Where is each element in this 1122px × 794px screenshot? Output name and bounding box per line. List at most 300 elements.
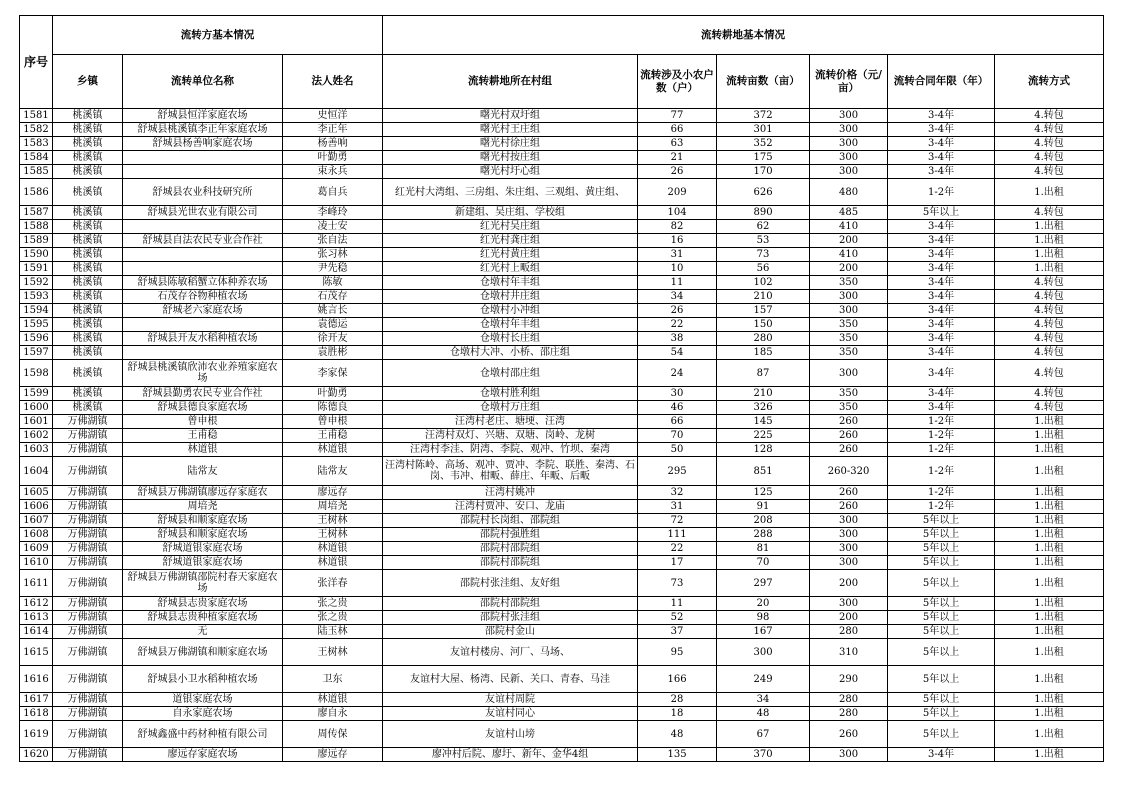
cell-town: 万佛湖镇 <box>53 625 123 639</box>
table-row <box>20 123 1104 137</box>
cell-households: 104 <box>638 206 717 220</box>
cell-seq: 1588 <box>20 220 53 234</box>
cell-legal: 林道银 <box>283 443 383 457</box>
cell-village: 邵院村长岗组、邵院组 <box>383 514 638 528</box>
cell-legal: 陈德良 <box>283 401 383 415</box>
cell-area: 87 <box>717 360 810 387</box>
cell-price: 200 <box>810 611 888 625</box>
table-row <box>20 639 1104 666</box>
cell-term: 5年以上 <box>888 597 995 611</box>
table-row <box>20 262 1104 276</box>
cell-price: 280 <box>810 707 888 721</box>
cell-price: 280 <box>810 693 888 707</box>
cell-town: 万佛湖镇 <box>53 707 123 721</box>
cell-method: 1.出租 <box>995 179 1104 206</box>
cell-price: 260 <box>810 486 888 500</box>
cell-method: 4.转包 <box>995 332 1104 346</box>
cell-village: 友谊村周院 <box>383 693 638 707</box>
cell-unit: 舒城县志贵家庭农场 <box>123 597 283 611</box>
cell-town: 万佛湖镇 <box>53 597 123 611</box>
table-row <box>20 748 1104 762</box>
table-row <box>20 486 1104 500</box>
cell-legal: 林道银 <box>283 556 383 570</box>
cell-village: 邵院村强胜组 <box>383 528 638 542</box>
cell-households: 73 <box>638 570 717 597</box>
cell-seq: 1600 <box>20 401 53 415</box>
cell-households: 30 <box>638 387 717 401</box>
cell-town: 桃溪镇 <box>53 276 123 290</box>
cell-unit <box>123 318 283 332</box>
cell-price: 260 <box>810 429 888 443</box>
cell-unit <box>123 151 283 165</box>
cell-method: 1.出租 <box>995 639 1104 666</box>
cell-unit: 舒城县和顺家庭农场 <box>123 514 283 528</box>
cell-town: 桃溪镇 <box>53 151 123 165</box>
cell-area: 125 <box>717 486 810 500</box>
cell-area: 370 <box>717 748 810 762</box>
cell-price: 300 <box>810 528 888 542</box>
header-term: 流转合同年限（年） <box>888 55 995 109</box>
cell-town: 桃溪镇 <box>53 234 123 248</box>
cell-term: 3-4年 <box>888 248 995 262</box>
cell-households: 209 <box>638 179 717 206</box>
cell-seq: 1596 <box>20 332 53 346</box>
cell-method: 1.出租 <box>995 486 1104 500</box>
cell-legal: 曾申根 <box>283 415 383 429</box>
cell-legal: 凌士安 <box>283 220 383 234</box>
cell-unit: 舒城县万佛湖镇廖远存家庭农 <box>123 486 283 500</box>
cell-village: 新建组、吴庄组、学校组 <box>383 206 638 220</box>
cell-method: 1.出租 <box>995 611 1104 625</box>
cell-households: 48 <box>638 721 717 748</box>
cell-unit: 林道银 <box>123 443 283 457</box>
cell-price: 300 <box>810 165 888 179</box>
cell-legal: 张之贵 <box>283 597 383 611</box>
cell-households: 31 <box>638 500 717 514</box>
header-seq: 序号 <box>20 16 53 109</box>
cell-town: 桃溪镇 <box>53 290 123 304</box>
cell-households: 82 <box>638 220 717 234</box>
cell-price: 290 <box>810 666 888 693</box>
cell-area: 372 <box>717 109 810 123</box>
cell-term: 3-4年 <box>888 387 995 401</box>
cell-term: 3-4年 <box>888 401 995 415</box>
cell-town: 万佛湖镇 <box>53 542 123 556</box>
cell-village: 邵院村邵院组 <box>383 542 638 556</box>
cell-area: 150 <box>717 318 810 332</box>
table-row <box>20 500 1104 514</box>
table-row <box>20 514 1104 528</box>
cell-price: 410 <box>810 220 888 234</box>
cell-households: 70 <box>638 429 717 443</box>
cell-area: 128 <box>717 443 810 457</box>
cell-village: 仓墩村井庄组 <box>383 290 638 304</box>
cell-village: 仓墩村小冲组 <box>383 304 638 318</box>
cell-term: 5年以上 <box>888 528 995 542</box>
cell-method: 1.出租 <box>995 429 1104 443</box>
cell-village: 友谊村楼房、河厂、马场、 <box>383 639 638 666</box>
cell-legal: 林道银 <box>283 693 383 707</box>
cell-village: 仓墩村长庄组 <box>383 332 638 346</box>
cell-area: 70 <box>717 556 810 570</box>
cell-households: 21 <box>638 151 717 165</box>
table-row <box>20 666 1104 693</box>
header-price: 流转价格（元/亩） <box>810 55 888 109</box>
cell-legal: 袁胜彬 <box>283 346 383 360</box>
table-row <box>20 137 1104 151</box>
cell-area: 20 <box>717 597 810 611</box>
cell-village: 友谊村大屋、杨湾、民新、关口、青春、马洼 <box>383 666 638 693</box>
cell-village: 仓墩村大冲、小桥、邵庄组 <box>383 346 638 360</box>
cell-price: 260 <box>810 415 888 429</box>
cell-town: 万佛湖镇 <box>53 443 123 457</box>
cell-legal: 周培尧 <box>283 500 383 514</box>
cell-area: 851 <box>717 457 810 486</box>
cell-area: 175 <box>717 151 810 165</box>
cell-legal: 史恒洋 <box>283 109 383 123</box>
cell-term: 3-4年 <box>888 290 995 304</box>
cell-town: 桃溪镇 <box>53 346 123 360</box>
cell-unit: 舒城县桃溪镇李正年家庭农场 <box>123 123 283 137</box>
cell-unit: 舒城县万佛湖镇邵院村春天家庭农场 <box>123 570 283 597</box>
cell-method: 4.转包 <box>995 401 1104 415</box>
cell-town: 万佛湖镇 <box>53 500 123 514</box>
header-town: 乡镇 <box>53 55 123 109</box>
cell-legal: 廖远存 <box>283 748 383 762</box>
cell-seq: 1585 <box>20 165 53 179</box>
cell-seq: 1607 <box>20 514 53 528</box>
cell-legal: 徐开友 <box>283 332 383 346</box>
cell-legal: 叶勤勇 <box>283 387 383 401</box>
cell-term: 3-4年 <box>888 165 995 179</box>
cell-term: 3-4年 <box>888 360 995 387</box>
cell-term: 5年以上 <box>888 206 995 220</box>
cell-price: 310 <box>810 639 888 666</box>
cell-town: 桃溪镇 <box>53 179 123 206</box>
cell-town: 万佛湖镇 <box>53 415 123 429</box>
cell-seq: 1619 <box>20 721 53 748</box>
cell-town: 万佛湖镇 <box>53 693 123 707</box>
cell-area: 301 <box>717 123 810 137</box>
cell-town: 桃溪镇 <box>53 220 123 234</box>
cell-village: 汪湾村李洼、阴湾、李院、观冲、竹坝、秦湾 <box>383 443 638 457</box>
cell-term: 5年以上 <box>888 570 995 597</box>
cell-seq: 1614 <box>20 625 53 639</box>
cell-households: 22 <box>638 318 717 332</box>
table-row <box>20 415 1104 429</box>
cell-households: 38 <box>638 332 717 346</box>
cell-method: 4.转包 <box>995 304 1104 318</box>
cell-village: 红光村龚庄组 <box>383 234 638 248</box>
table-row <box>20 206 1104 220</box>
cell-price: 260 <box>810 500 888 514</box>
table-row <box>20 151 1104 165</box>
cell-term: 3-4年 <box>888 262 995 276</box>
cell-legal: 李峰玲 <box>283 206 383 220</box>
table-header <box>20 16 1104 109</box>
cell-price: 350 <box>810 332 888 346</box>
table-row <box>20 457 1104 486</box>
cell-area: 225 <box>717 429 810 443</box>
cell-legal: 葛自兵 <box>283 179 383 206</box>
cell-area: 53 <box>717 234 810 248</box>
cell-seq: 1581 <box>20 109 53 123</box>
cell-town: 桃溪镇 <box>53 360 123 387</box>
cell-village: 邵院村邵院组 <box>383 597 638 611</box>
cell-legal: 廖远存 <box>283 486 383 500</box>
cell-seq: 1613 <box>20 611 53 625</box>
cell-method: 4.转包 <box>995 151 1104 165</box>
cell-legal: 张习林 <box>283 248 383 262</box>
cell-households: 77 <box>638 109 717 123</box>
cell-seq: 1615 <box>20 639 53 666</box>
cell-village: 红光村黄庄组 <box>383 248 638 262</box>
cell-seq: 1610 <box>20 556 53 570</box>
cell-area: 210 <box>717 387 810 401</box>
cell-term: 3-4年 <box>888 318 995 332</box>
cell-households: 10 <box>638 262 717 276</box>
table-row <box>20 318 1104 332</box>
cell-method: 1.出租 <box>995 693 1104 707</box>
cell-town: 万佛湖镇 <box>53 570 123 597</box>
cell-method: 1.出租 <box>995 707 1104 721</box>
cell-unit: 舒城鑫盛中药材种植有限公司 <box>123 721 283 748</box>
cell-seq: 1590 <box>20 248 53 262</box>
cell-unit: 舒城县杨善响家庭农场 <box>123 137 283 151</box>
cell-method: 4.转包 <box>995 165 1104 179</box>
cell-unit: 舒城道银家庭农场 <box>123 542 283 556</box>
cell-area: 288 <box>717 528 810 542</box>
cell-unit: 舒城道银家庭农场 <box>123 556 283 570</box>
cell-households: 63 <box>638 137 717 151</box>
cell-term: 1-2年 <box>888 179 995 206</box>
cell-households: 24 <box>638 360 717 387</box>
cell-term: 3-4年 <box>888 234 995 248</box>
cell-method: 1.出租 <box>995 220 1104 234</box>
cell-households: 28 <box>638 693 717 707</box>
cell-legal: 王甫稳 <box>283 429 383 443</box>
cell-seq: 1617 <box>20 693 53 707</box>
cell-price: 300 <box>810 109 888 123</box>
cell-legal: 王树林 <box>283 514 383 528</box>
cell-unit: 曾申根 <box>123 415 283 429</box>
cell-seq: 1582 <box>20 123 53 137</box>
cell-legal: 王树林 <box>283 528 383 542</box>
cell-price: 350 <box>810 276 888 290</box>
cell-method: 4.转包 <box>995 387 1104 401</box>
cell-unit: 舒城县桃溪镇欣沛农业养殖家庭农场 <box>123 360 283 387</box>
cell-legal: 周传保 <box>283 721 383 748</box>
cell-town: 万佛湖镇 <box>53 514 123 528</box>
cell-term: 1-2年 <box>888 500 995 514</box>
cell-price: 350 <box>810 387 888 401</box>
cell-price: 350 <box>810 401 888 415</box>
table-row <box>20 570 1104 597</box>
cell-price: 300 <box>810 290 888 304</box>
cell-seq: 1591 <box>20 262 53 276</box>
cell-unit: 舒城县陈敏稻蟹立体种养农场 <box>123 276 283 290</box>
cell-term: 5年以上 <box>888 721 995 748</box>
cell-village: 仓墩村年丰组 <box>383 318 638 332</box>
cell-households: 22 <box>638 542 717 556</box>
cell-town: 桃溪镇 <box>53 318 123 332</box>
cell-price: 200 <box>810 262 888 276</box>
cell-price: 300 <box>810 151 888 165</box>
cell-town: 万佛湖镇 <box>53 457 123 486</box>
cell-term: 3-4年 <box>888 346 995 360</box>
cell-town: 万佛湖镇 <box>53 721 123 748</box>
table-row <box>20 611 1104 625</box>
cell-method: 1.出租 <box>995 443 1104 457</box>
cell-area: 210 <box>717 290 810 304</box>
cell-households: 26 <box>638 304 717 318</box>
cell-village: 友谊村山塝 <box>383 721 638 748</box>
cell-legal: 姚言长 <box>283 304 383 318</box>
table-row <box>20 597 1104 611</box>
cell-households: 52 <box>638 611 717 625</box>
cell-term: 3-4年 <box>888 151 995 165</box>
table-row <box>20 693 1104 707</box>
cell-town: 桃溪镇 <box>53 332 123 346</box>
cell-unit: 自永家庭农场 <box>123 707 283 721</box>
table-row <box>20 276 1104 290</box>
cell-legal: 束永兵 <box>283 165 383 179</box>
cell-households: 111 <box>638 528 717 542</box>
cell-legal: 陈敏 <box>283 276 383 290</box>
cell-method: 4.转包 <box>995 360 1104 387</box>
cell-town: 桃溪镇 <box>53 137 123 151</box>
cell-households: 166 <box>638 666 717 693</box>
table-row <box>20 625 1104 639</box>
cell-legal: 李家保 <box>283 360 383 387</box>
cell-households: 37 <box>638 625 717 639</box>
cell-village: 汪湾村贾冲、安口、龙庙 <box>383 500 638 514</box>
cell-area: 170 <box>717 165 810 179</box>
cell-price: 350 <box>810 346 888 360</box>
cell-seq: 1601 <box>20 415 53 429</box>
cell-unit: 舒城县恒洋家庭农场 <box>123 109 283 123</box>
cell-seq: 1597 <box>20 346 53 360</box>
cell-legal: 李正年 <box>283 123 383 137</box>
cell-method: 1.出租 <box>995 457 1104 486</box>
cell-price: 300 <box>810 542 888 556</box>
cell-area: 98 <box>717 611 810 625</box>
cell-unit: 舒城县德良家庭农场 <box>123 401 283 415</box>
cell-method: 1.出租 <box>995 625 1104 639</box>
cell-town: 万佛湖镇 <box>53 611 123 625</box>
cell-method: 1.出租 <box>995 556 1104 570</box>
cell-unit: 舒城老六家庭农场 <box>123 304 283 318</box>
cell-households: 66 <box>638 415 717 429</box>
cell-town: 万佛湖镇 <box>53 528 123 542</box>
header-unit: 流转单位名称 <box>123 55 283 109</box>
cell-area: 352 <box>717 137 810 151</box>
cell-method: 1.出租 <box>995 500 1104 514</box>
cell-area: 34 <box>717 693 810 707</box>
cell-area: 48 <box>717 707 810 721</box>
cell-price: 260-320 <box>810 457 888 486</box>
cell-term: 5年以上 <box>888 542 995 556</box>
cell-term: 5年以上 <box>888 625 995 639</box>
cell-households: 17 <box>638 556 717 570</box>
table-row <box>20 707 1104 721</box>
cell-seq: 1606 <box>20 500 53 514</box>
cell-unit: 道银家庭农场 <box>123 693 283 707</box>
cell-legal: 廖自永 <box>283 707 383 721</box>
header-legal: 法人姓名 <box>283 55 383 109</box>
cell-households: 66 <box>638 123 717 137</box>
cell-term: 1-2年 <box>888 486 995 500</box>
cell-area: 297 <box>717 570 810 597</box>
cell-price: 485 <box>810 206 888 220</box>
cell-households: 50 <box>638 443 717 457</box>
cell-area: 167 <box>717 625 810 639</box>
cell-area: 73 <box>717 248 810 262</box>
cell-village: 汪湾村陈岭、高场、观冲、贾冲、李院、联胜、秦湾、石岗、韦冲、柑畈、薛庄、年畈、后畈 <box>383 457 638 486</box>
cell-town: 万佛湖镇 <box>53 748 123 762</box>
cell-unit: 周培尧 <box>123 500 283 514</box>
cell-town: 万佛湖镇 <box>53 429 123 443</box>
table-row <box>20 401 1104 415</box>
cell-village: 邵院村张洼组、友好组 <box>383 570 638 597</box>
cell-town: 桃溪镇 <box>53 401 123 415</box>
cell-term: 5年以上 <box>888 514 995 528</box>
table-row <box>20 556 1104 570</box>
cell-term: 3-4年 <box>888 109 995 123</box>
cell-term: 3-4年 <box>888 123 995 137</box>
cell-seq: 1598 <box>20 360 53 387</box>
cell-price: 300 <box>810 748 888 762</box>
cell-method: 4.转包 <box>995 290 1104 304</box>
table-row <box>20 332 1104 346</box>
cell-households: 72 <box>638 514 717 528</box>
cell-seq: 1587 <box>20 206 53 220</box>
cell-method: 4.转包 <box>995 318 1104 332</box>
cell-legal: 尹先稳 <box>283 262 383 276</box>
cell-price: 200 <box>810 234 888 248</box>
cell-term: 5年以上 <box>888 556 995 570</box>
cell-method: 1.出租 <box>995 721 1104 748</box>
cell-method: 4.转包 <box>995 346 1104 360</box>
cell-term: 1-2年 <box>888 457 995 486</box>
table-row <box>20 248 1104 262</box>
cell-method: 1.出租 <box>995 262 1104 276</box>
cell-legal: 石茂存 <box>283 290 383 304</box>
cell-households: 34 <box>638 290 717 304</box>
cell-village: 汪湾村老庄、塘埂、汪湾 <box>383 415 638 429</box>
cell-village: 友谊村同心 <box>383 707 638 721</box>
cell-price: 300 <box>810 514 888 528</box>
cell-unit: 舒城县勤勇农民专业合作社 <box>123 387 283 401</box>
cell-village: 邵院村金山 <box>383 625 638 639</box>
cell-method: 1.出租 <box>995 234 1104 248</box>
cell-price: 300 <box>810 556 888 570</box>
cell-seq: 1583 <box>20 137 53 151</box>
header-households: 流转涉及小农户数（户） <box>638 55 717 109</box>
cell-unit: 舒城县农业科技研究所 <box>123 179 283 206</box>
cell-method: 1.出租 <box>995 514 1104 528</box>
table-row <box>20 387 1104 401</box>
table-row <box>20 165 1104 179</box>
cell-village: 红光村大湾组、三房组、朱庄组、三观组、黄庄组、 <box>383 179 638 206</box>
table-row <box>20 360 1104 387</box>
cell-term: 5年以上 <box>888 611 995 625</box>
cell-price: 300 <box>810 360 888 387</box>
cell-unit: 舒城县自法农民专业合作社 <box>123 234 283 248</box>
table-row <box>20 429 1104 443</box>
cell-households: 26 <box>638 165 717 179</box>
cell-households: 54 <box>638 346 717 360</box>
